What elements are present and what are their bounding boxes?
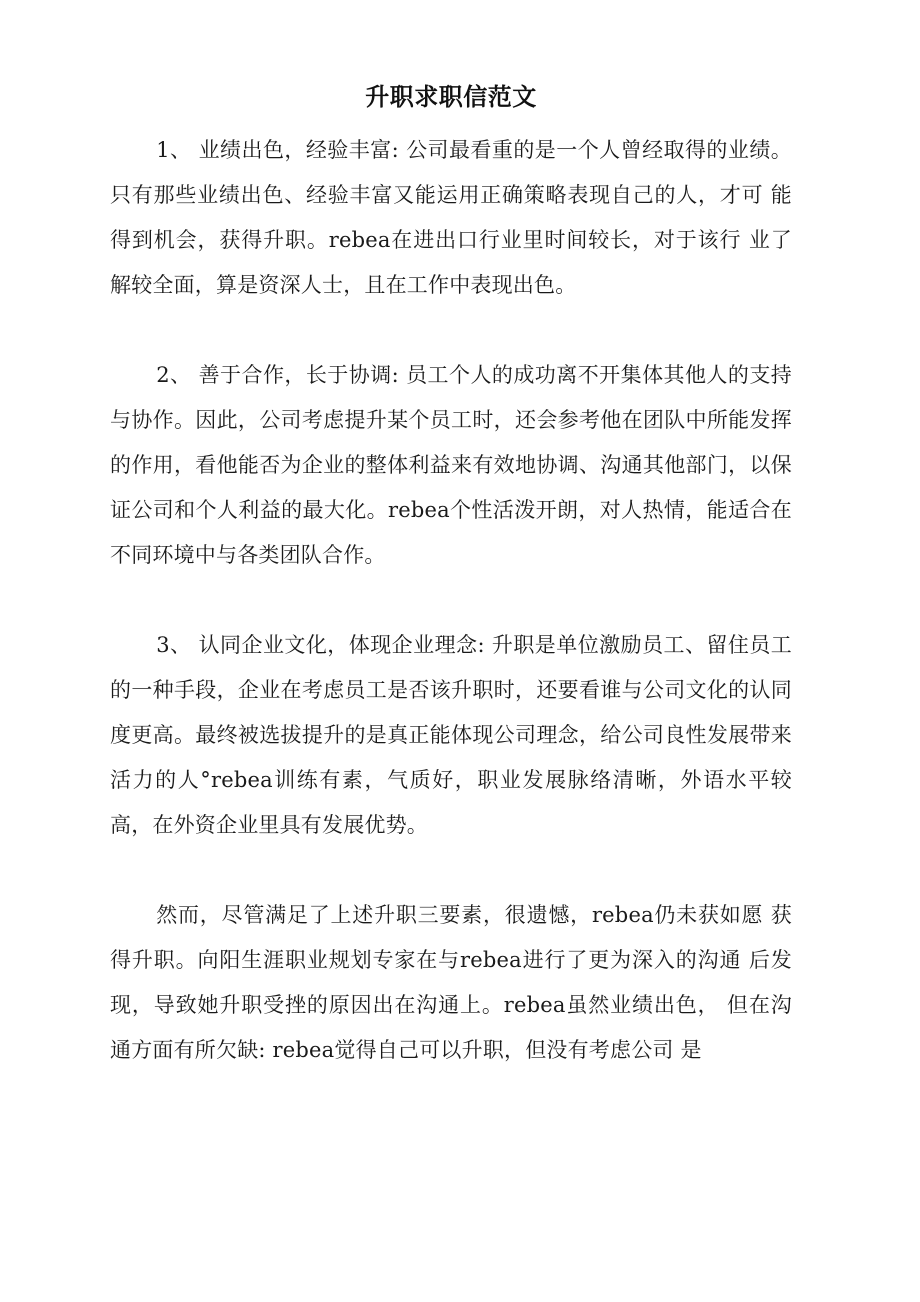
paragraph-item-2: 2、 善于合作，长于协调: 员工个人的成功离不开集体其他人的支持与协作。因此，公司考虑提升某个员工时，还会参考他在团队中所能发挥的作用，看他能否为企业的整体利益来有效地协调、沟通其他部门，以保证公司和个人利益的最大化。rebea个性活泼开朗，对人热情，能适合在不同环境中与各类团队合作。 xyxy=(110,363,792,567)
paragraph-closing: 然而，尽管满足了上述升职三要素，很遗憾，rebea仍未获如愿 获得升职。向阳生涯职业规划专家在与rebea进行了更为深入的沟通 后发现，导致她升职受挫的原因出在沟通上。rebea虽然业绩出色， 但在沟通方面有所欠缺: rebea觉得自己可以升职，但没有考虑公司 是 xyxy=(110,903,792,1062)
page-title: 升职求职信范文 xyxy=(365,82,537,111)
document-body xyxy=(110,80,799,1073)
paragraph-item-1: 1、 业绩出色，经验丰富: 公司最看重的是一个人曾经取得的业绩。 只有那些业绩出色、经验丰富又能运用正确策略表现自己的人，才可 能得到机会，获得升职。rebea在进出口行业里时间较长，对于该行 业了解较全面，算是资深人士，且在工作中表现出色。 xyxy=(110,138,799,297)
paragraph-item-3: 3、 认同企业文化，体现企业理念: 升职是单位激励员工、留住员工的一种手段，企业在考虑员工是否该升职时，还要看谁与公司文化的认同度更高。最终被选拔提升的是真正能体现公司理念，给公司良性发展带来活力的人°rebea训练有素，气质好，职业发展脉络清晰，外语水平较高，在外资企业里具有发展优势。 xyxy=(110,633,792,837)
